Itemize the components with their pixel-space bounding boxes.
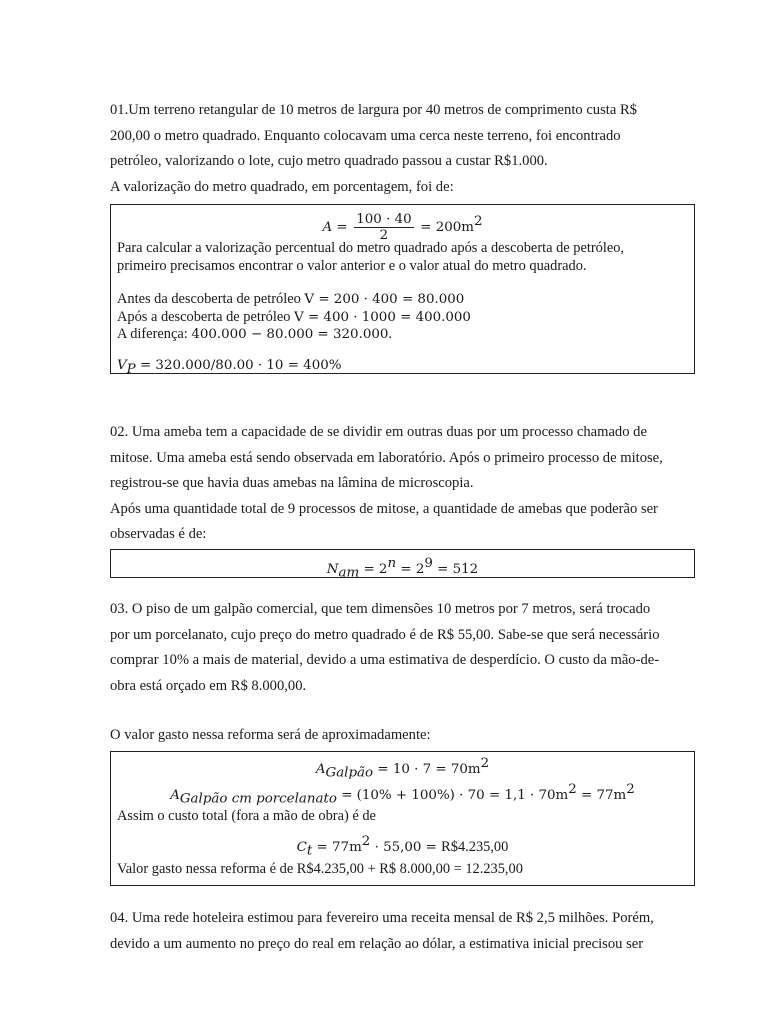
q3-line-2: por um porcelanato, cujo preço do metro quadrado é de R$ 55,00. Sabe-se que será necessário (110, 626, 660, 643)
q1-answer-box (110, 204, 695, 377)
q3-answer-box (110, 751, 695, 886)
q2-line-5: observadas é de: (110, 526, 207, 542)
q3-line-3: comprar 10% a mais de material, devido a uma estimativa de desperdício. O custo da mão-de- (110, 652, 660, 668)
q3-line-5: O valor gasto nessa reforma será de aproximadamente: (110, 727, 431, 743)
q3-cost-formula: $C_t = 77m^2 \cdot 55,00$ = R$4.235,00 (296, 834, 509, 859)
q1-diff-line: A diferença: 400.000 − 80.000 = 320.000. (117, 326, 393, 342)
q4-line-1: 04. Uma rede hoteleira estimou para fevereiro uma receita mensal de R$ 2,5 milhões. Porém, (110, 910, 654, 926)
q2-line-1: 02. Uma ameba tem a capacidade de se dividir em outras duas por um processo chamado de (110, 424, 647, 440)
q1-before-line: Antes da descoberta de petróleo V = 200 · 400 = 80.000 (117, 291, 465, 307)
question-4-text (110, 906, 695, 957)
q1-explanation: Para calcular a valorização percentual do metro quadrado após a descoberta de petróleo, primeiro precisamos encontrar o valor anterior e o valor atual do metro quadrado. (117, 240, 625, 274)
q3-line-1: 03. O piso de um galpão comercial, que tem dimensões 10 metros por 7 metros, será trocado (110, 601, 651, 617)
q3-area-porcelanato: $A_{Galpão cm porcelanato} = (10\% + 100\%) \cdot 70 = 1,1 \cdot 70m^2 = 77m^2$ (170, 782, 635, 807)
q1-line-2: 200,00 o metro quadrado. Enquanto colocavam uma cerca neste terreno, foi encontrado (110, 127, 621, 144)
q3-prompt (110, 723, 695, 749)
q1-line-3: petróleo, valorizando o lote, cujo metro quadrado passou a custar R$1.000. (110, 153, 548, 169)
q3-assim-line: Assim o custo total (fora a mão de obra) é de (117, 808, 376, 824)
q3-area-galpao: $A_{Galpão} = 10 \cdot 7 = 70m^2$ (315, 756, 490, 781)
q2-answer-box: $N_{am} = 2^n = 2^9 = 512$ (110, 549, 695, 578)
question-2-text (110, 420, 695, 548)
q1-percent-line: $V_P = 320.000/80.00 \cdot 10 = 400\%$ (117, 357, 342, 377)
q1-values (117, 291, 688, 344)
q1-after-line: Após a descoberta de petróleo V = 400 · 1000 = 400.000 (117, 308, 471, 325)
q1-line-4: A valorização do metro quadrado, em porcentagem, foi de: (110, 178, 454, 195)
question-3-text (110, 597, 695, 699)
question-1-text (110, 98, 695, 200)
q2-line-4: Após uma quantidade total de 9 processos de mitose, a quantidade de amebas que poderão ser (110, 500, 658, 517)
q2-line-2: mitose. Uma ameba está sendo observada em laboratório. Após o primeiro processo de mitose, (110, 449, 663, 466)
q1-area-fraction: $\frac{100 \cdot 40}{2}$ (356, 211, 412, 243)
q1-area-formula: A = $\frac{100 \cdot 40}{2}$ = $200m^2$ (322, 211, 483, 243)
q3-final-line: Valor gasto nessa reforma é de R$4.235,00 + R$ 8.000,00 = 12.235,00 (117, 861, 523, 877)
q2-line-3: registrou-se que havia duas amebas na lâmina de microscopia. (110, 475, 474, 491)
q4-line-2: devido a um aumento no preço do real em relação ao dólar, a estimativa inicial precisou ser (110, 935, 644, 952)
q3-line-4: obra está orçado em R$ 8.000,00. (110, 677, 307, 694)
q1-line-1: 01.Um terreno retangular de 10 metros de largura por 40 metros de comprimento custa R$ (110, 102, 637, 118)
